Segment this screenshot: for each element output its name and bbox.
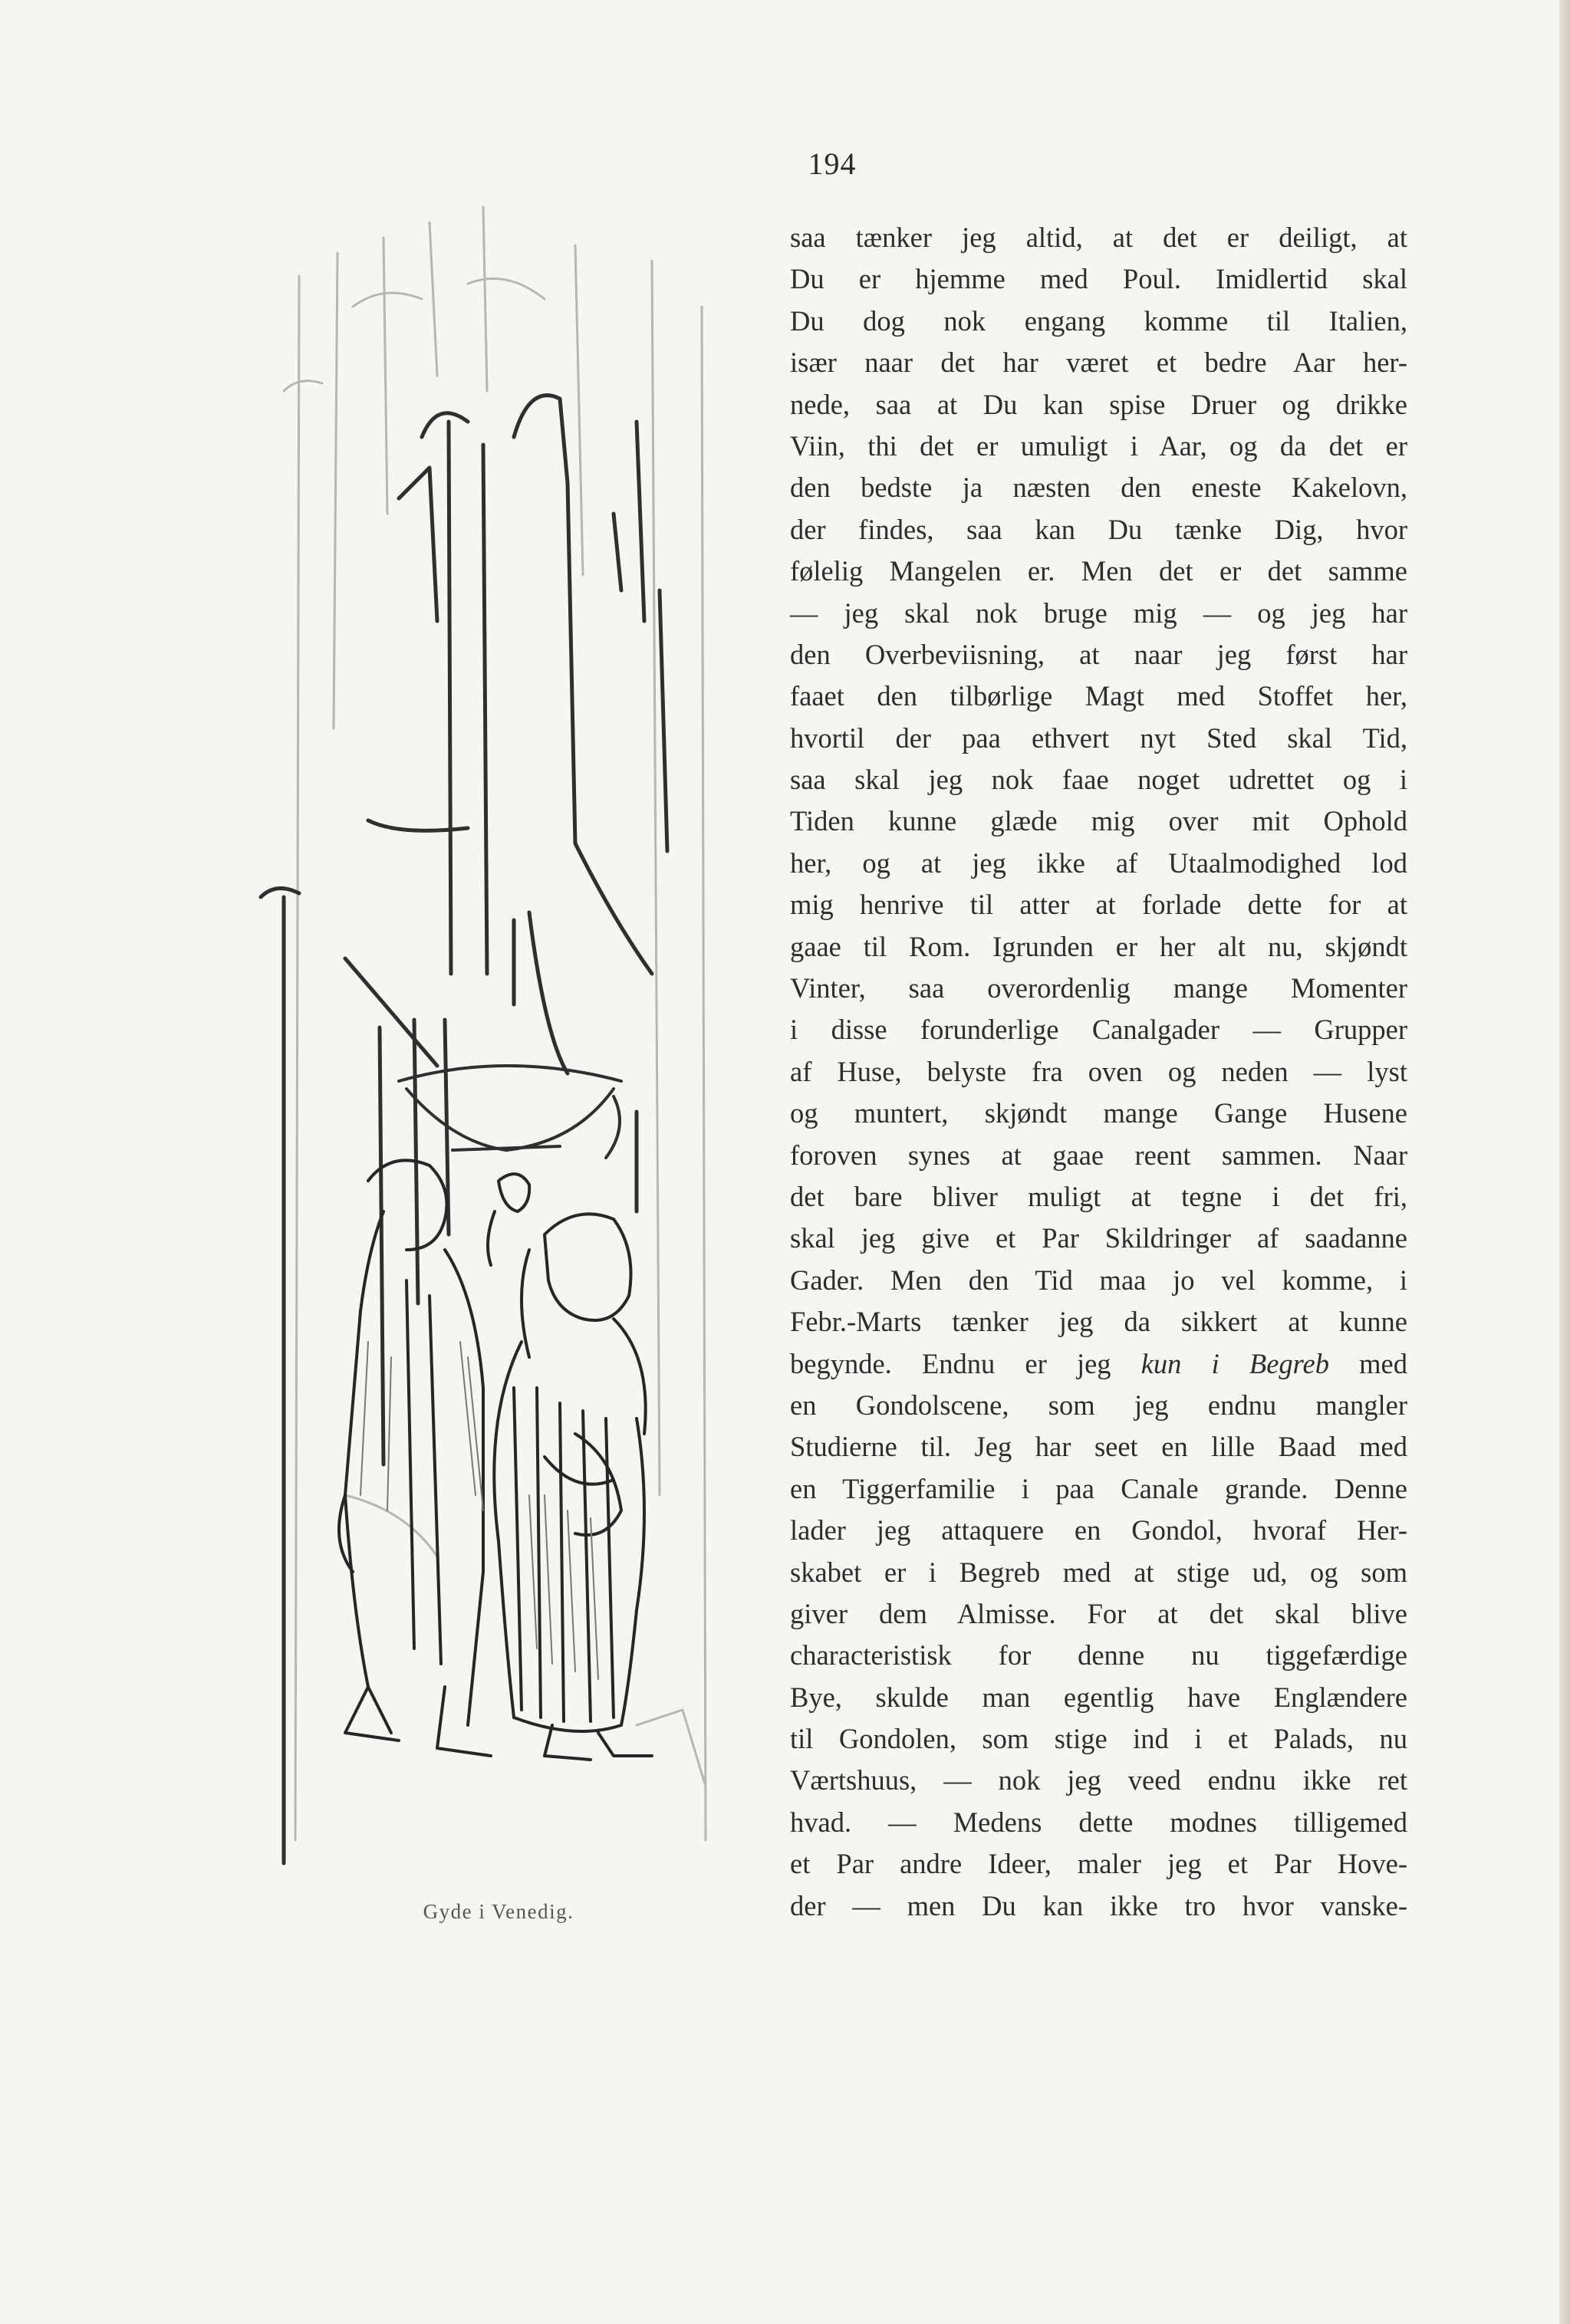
text-line-segment: Studierne til. Jeg har seet en lille Baad med <box>790 1431 1407 1463</box>
text-line-emphasis: kun i Begreb <box>1140 1347 1329 1379</box>
pencil-sketch-venetian-alley-icon <box>253 192 729 1879</box>
text-line <box>790 718 1407 759</box>
text-line <box>790 1176 1407 1218</box>
text-line <box>790 968 1407 1009</box>
illustration-gyde-i-venedig <box>253 192 729 1879</box>
illustration-caption: Gyde i Venedig. <box>423 1900 574 1923</box>
text-line-segment: her, og at jeg ikke af Utaalmodighed lod <box>790 846 1407 879</box>
body-text <box>790 217 1407 1927</box>
text-line <box>790 1760 1407 1801</box>
text-line-segment: især naar det har været et bedre Aar her- <box>790 347 1407 379</box>
text-line <box>790 384 1407 426</box>
text-line <box>790 593 1407 634</box>
text-line-segment: characteristisk for denne nu tiggefærdige <box>790 1639 1407 1672</box>
page-number: 194 <box>808 146 857 181</box>
text-line <box>790 1635 1407 1676</box>
text-line <box>790 1885 1407 1927</box>
text-line <box>790 884 1407 925</box>
text-line-segment: hvad. — Medens dette modnes tilligemed <box>790 1806 1407 1838</box>
text-line-segment: der — men Du kan ikke tro hvor vanske- <box>790 1889 1407 1921</box>
text-line-segment: en Gondolscene, som jeg endnu mangler <box>790 1389 1407 1421</box>
text-line-segment: til Gondolen, som stige ind i et Palads, nu <box>790 1723 1407 1755</box>
text-line <box>790 258 1407 300</box>
text-line <box>790 1843 1407 1885</box>
text-line <box>790 1343 1407 1385</box>
text-line <box>790 676 1407 717</box>
text-line-segment: Bye, skulde man egentlig have Englændere <box>790 1681 1407 1713</box>
text-line-segment: lader jeg attaquere en Gondol, hvoraf Her- <box>790 1514 1407 1547</box>
text-line-segment: der findes, saa kan Du tænke Dig, hvor <box>790 513 1407 545</box>
text-line <box>790 1593 1407 1635</box>
text-line-segment: Tiden kunne glæde mig over mit Ophold <box>790 805 1407 837</box>
text-line <box>790 1260 1407 1301</box>
text-line <box>790 1718 1407 1760</box>
text-line-segment: saa skal jeg nok faae noget udrettet og i <box>790 764 1407 796</box>
text-line <box>790 759 1407 800</box>
text-line-segment: Viin, thi det er umuligt i Aar, og da det er <box>790 429 1407 462</box>
text-line <box>790 1552 1407 1593</box>
text-line <box>790 217 1407 258</box>
text-line <box>790 1510 1407 1551</box>
text-line <box>790 1385 1407 1426</box>
text-line <box>790 926 1407 968</box>
text-line-segment: det bare bliver muligt at tegne i det fri, <box>790 1180 1407 1212</box>
text-line <box>790 551 1407 592</box>
text-line <box>790 1426 1407 1468</box>
text-line-segment: gaae til Rom. Igrunden er her alt nu, skjøndt <box>790 930 1407 962</box>
text-line-segment: Febr.-Marts tænker jeg da sikkert at kunne <box>790 1306 1407 1338</box>
text-line <box>790 1301 1407 1343</box>
text-line-segment: den Overbeviisning, at naar jeg først har <box>790 638 1407 670</box>
text-line-segment: skabet er i Begreb med at stige ud, og som <box>790 1556 1407 1588</box>
text-line-segment: Værtshuus, — nok jeg veed endnu ikke ret <box>790 1764 1407 1796</box>
text-line-segment: skal jeg give et Par Skildringer af saadanne <box>790 1222 1407 1254</box>
text-line-segment: Gader. Men den Tid maa jo vel komme, i <box>790 1264 1407 1296</box>
text-line <box>790 1677 1407 1718</box>
text-line-segment: en Tiggerfamilie i paa Canale grande. Denne <box>790 1472 1407 1504</box>
text-line <box>790 301 1407 342</box>
text-line <box>790 634 1407 676</box>
text-line-segment: Vinter, saa overordenlig mange Momenter <box>790 972 1407 1004</box>
text-line-segment: i disse forunderlige Canalgader — Grupper <box>790 1014 1407 1046</box>
text-line-segment: af Huse, belyste fra oven og neden — lyst <box>790 1055 1407 1087</box>
text-line-segment: Du dog nok engang komme til Italien, <box>790 304 1407 337</box>
text-line <box>790 1009 1407 1050</box>
text-line-segment: saa tænker jeg altid, at det er deiligt, at <box>790 222 1407 253</box>
text-line-segment: Du er hjemme med Poul. Imidlertid skal <box>790 263 1407 295</box>
text-line <box>790 1051 1407 1093</box>
text-line <box>790 509 1407 551</box>
text-line <box>790 843 1407 884</box>
page-edge <box>1559 0 1570 2324</box>
text-line <box>790 426 1407 467</box>
text-line-segment: et Par andre Ideer, maler jeg et Par Hove- <box>790 1848 1407 1880</box>
text-line <box>790 800 1407 842</box>
text-line-segment: foroven synes at gaae reent sammen. Naar <box>790 1139 1407 1171</box>
text-line <box>790 1093 1407 1134</box>
text-line-segment: følelig Mangelen er. Men det er det samme <box>790 555 1407 587</box>
text-line <box>790 1802 1407 1843</box>
text-line-segment: hvortil der paa ethvert nyt Sted skal Tid, <box>790 722 1407 754</box>
text-line <box>790 1218 1407 1259</box>
text-line-segment: med <box>1328 1347 1408 1379</box>
text-line-segment: nede, saa at Du kan spise Druer og drikke <box>790 388 1407 420</box>
text-line-segment: den bedste ja næsten den eneste Kakelovn, <box>790 472 1407 504</box>
text-line-segment: mig henrive til atter at forlade dette for at <box>790 889 1407 921</box>
text-line <box>790 1468 1407 1510</box>
text-line-segment: faaet den tilbørlige Magt med Stoffet her, <box>790 680 1407 712</box>
text-line-segment: begynde. Endnu er jeg <box>790 1347 1141 1379</box>
text-line-segment: — jeg skal nok bruge mig — og jeg har <box>790 597 1407 629</box>
text-line <box>790 1135 1407 1176</box>
text-line <box>790 342 1407 383</box>
text-line-segment: og muntert, skjøndt mange Gange Husene <box>790 1097 1407 1129</box>
text-line-segment: giver dem Almisse. For at det skal blive <box>790 1597 1407 1629</box>
text-line <box>790 467 1407 508</box>
